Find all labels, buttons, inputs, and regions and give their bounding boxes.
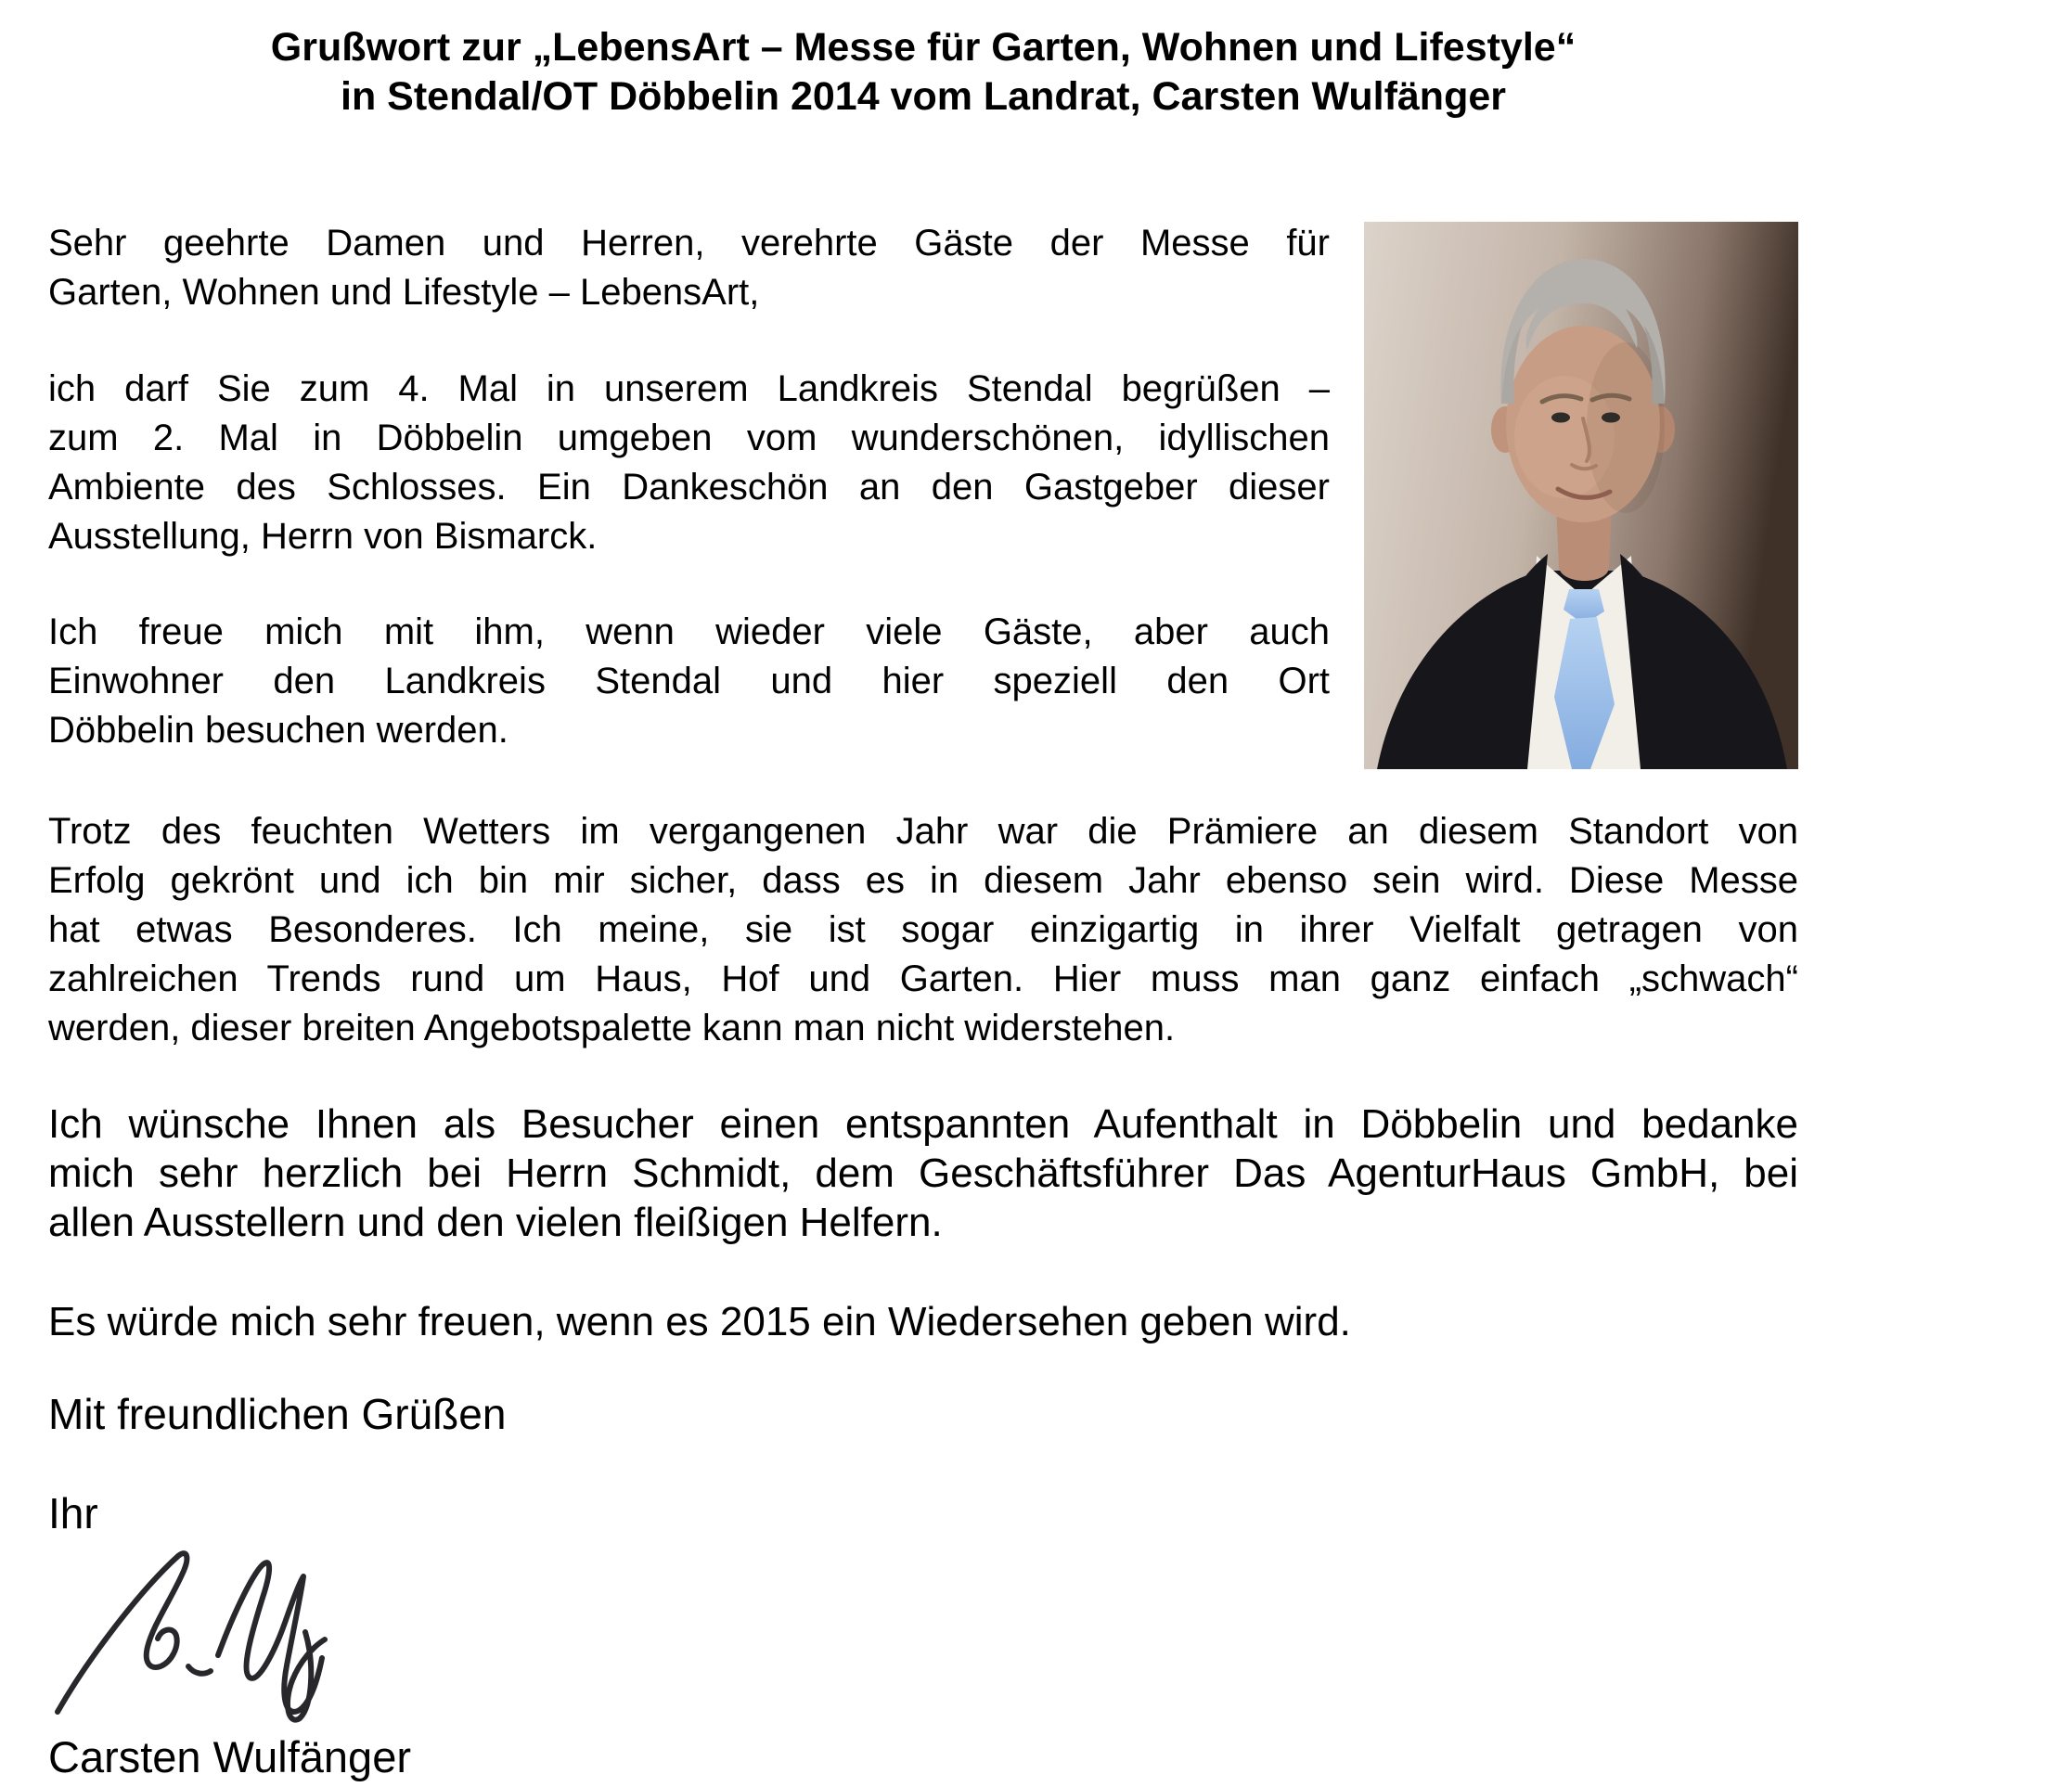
text-line: zahlreichen Trends rund um Haus, Hof und Garten. Hier muss man ganz einfach „schwach“ [48,958,1798,999]
text-line: allen Ausstellern und den vielen fleißigen Helfern. [48,1200,943,1245]
text-line: Döbbelin besuchen werden. [48,710,508,751]
letter-title [48,23,1798,122]
text-line: Einwohner den Landkreis Stendal und hier speziell den Ort [48,661,1330,701]
closing-pronoun [48,1489,1798,1538]
paragraph-freude [48,608,1330,755]
text-line: ich darf Sie zum 4. Mal in unserem Landkreis Stendal begrüßen – [48,368,1330,409]
closing-salutation [48,1390,1798,1439]
letter-content [48,23,1798,1781]
text-line: werden, dieser breiten Angebotspalette kann man nicht widerstehen. [48,1008,1176,1048]
text-line: zum 2. Mal in Döbbelin umgeben vom wunderschönen, idyllischen [48,418,1330,458]
title-line: in Stendal/OT Döbbelin 2014 vom Landrat, Carsten Wulfänger [341,74,1506,119]
text-line: Ambiente des Schlosses. Ein Dankeschön an den Gastgeber dieser [48,467,1330,508]
text-line: Ausstellung, Herrn von Bismarck. [48,516,598,557]
text-line: Es würde mich sehr freuen, wenn es 2015 ein Wiedersehen geben wird. [48,1299,1351,1344]
paragraph-begruessung [48,365,1330,561]
text-line: Erfolg gekrönt und ich bin mir sicher, dass es in diesem Jahr ebenso sein wird. Diese Messe [48,860,1798,901]
text-line: Mit freundlichen Grüßen [48,1390,507,1438]
paragraph-dank [48,1099,1798,1247]
text-line: Ich freue mich mit ihm, wenn wieder viele Gäste, aber auch [48,611,1330,652]
text-line: Ich wünsche Ihnen als Besucher einen entspannten Aufenthalt in Döbbelin und bedanke [48,1101,1798,1147]
text-line: Ihr [48,1489,98,1537]
text-line: Sehr geehrte Damen und Herren, verehrte Gäste der Messe für [48,223,1330,264]
title-line: Grußwort zur „LebensArt – Messe für Garten, Wohnen und Lifestyle“ [270,25,1577,70]
paragraph-anrede [48,219,1330,317]
text-line: Garten, Wohnen und Lifestyle – LebensArt, [48,272,760,313]
text-line: mich sehr herzlich bei Herrn Schmidt, dem Geschäftsführer Das AgenturHaus GmbH, bei [48,1151,1798,1196]
signer-name: Carsten Wulfänger [48,1732,411,1781]
text-line: Trotz des feuchten Wetters im vergangenen Jahr war die Prämiere an diesem Standort von [48,811,1798,852]
signature-image [48,1543,338,1725]
text-line: hat etwas Besonderes. Ich meine, sie ist sogar einzigartig in ihrer Vielfalt getragen von [48,909,1798,950]
paragraph-wiedersehen [48,1297,1798,1346]
paragraph-messe [48,807,1798,1053]
